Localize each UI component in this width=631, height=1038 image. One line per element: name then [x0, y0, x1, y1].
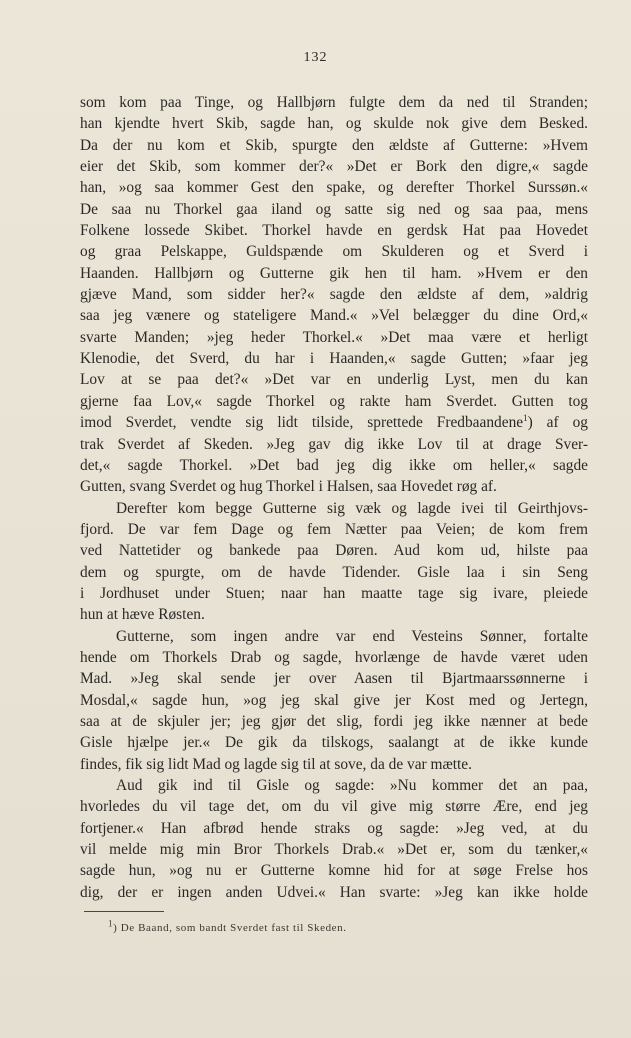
text-line: fortjener.« Han afbrød hende straks og sagde: »Jeg ved, at du [80, 819, 588, 837]
text-line: saa at de skjuler jer; jeg gjør det slig, fordi jeg ikke nænner at bede [80, 712, 588, 730]
footnote-marker: 1 [108, 918, 114, 929]
paragraph-start-line: Derefter kom begge Gutterne sig væk og lagde ivei til Geirthjovs- [116, 499, 588, 517]
text-line: svarte Manden; »jeg heder Thorkel.« »Det maa være et herligt [80, 328, 588, 346]
text-line: ved Nattetider og bankede paa Døren. Aud kom ud, hilste paa [80, 542, 588, 560]
text-line: Klenodie, det Sverd, du har i Haanden,« sagde Gutten; »faar jeg [80, 350, 588, 368]
text-line-with-note [80, 412, 588, 433]
text-line: De saa nu Thorkel gaa iland og satte sig ned og saa paa, mens [80, 200, 588, 218]
paragraph-start-line: Aud gik ind til Gisle og sagde: »Nu kommer det an paa, [116, 777, 588, 794]
text-line: fjord. De var fem Dage og fem Nætter paa Veien; de kom frem [80, 520, 588, 538]
text-line: Haanden. Hallbjørn og Gutterne gik hen til ham. »Hvem er den [80, 264, 588, 282]
text-line: hvorledes du vil tage det, om du vil give mig større Ære, end jeg [80, 798, 588, 816]
text-line: dem og spurgte, om de havde Tidender. Gisle laa i sin Seng [80, 563, 588, 581]
text-line: gjæve Mand, som sidder her?« sagde den ældste af dem, »aldrig [80, 286, 588, 304]
text-line: Lov at se paa det?« »Det var en underlig Lyst, men du kan [80, 371, 588, 389]
line-end: ) af og [527, 414, 588, 432]
text-line: han kjendte hvert Skib, sagde han, og skulde nok give dem Besked. [80, 115, 588, 133]
text-line: hende om Thorkels Drab og sagde, hvorlænge de havde været uden [80, 648, 588, 666]
text-line: Gutten, svang Sverdet og hug Thorkel i Halsen, saa Hovedet røg af. [80, 478, 497, 496]
footnote [108, 918, 347, 934]
paragraph-start-line: Gutterne, som ingen andre var end Vesteins Sønner, fortalte [116, 627, 588, 645]
text-line: trak Sverdet af Skeden. »Jeg gav dig ikke Lov til at drage Sver- [80, 435, 588, 453]
text-line: Gisle hjælpe jer.« De gik da tilskogs, saalangt at de ikke kunde [80, 734, 588, 752]
page-number: 132 [303, 50, 328, 65]
text-line: dig, der er ingen anden Udvei.« Han svarte: »Jeg kan ikke holde [80, 883, 588, 901]
text-line: det,« sagde Thorkel. »Det bad jeg dig ikke om heller,« sagde [80, 456, 588, 474]
text-line: eier det Skib, som kommer der?« »Det er Bork den digre,« sagde [80, 158, 588, 176]
text-line: Mosdal,« sagde hun, »og jeg skal give jer Kost med og Jertegn, [80, 691, 588, 709]
footnote-text: ) De Baand, som bandt Sverdet fast til Skeden. [113, 922, 347, 934]
footnote-divider [84, 911, 164, 912]
text-line: saa jeg vænere og stateligere Mand.« »Vel belægger du dine Ord,« [80, 307, 588, 325]
text-line: Da der nu kom et Skib, spurgte den ældste af Gutterne: »Hvem [80, 136, 588, 154]
footnote-reference: 1 [523, 413, 528, 424]
text-line: sagde hun, »og nu er Gutterne komne hid for at søge Frelse hos [80, 862, 588, 880]
text-line: som kom paa Tinge, og Hallbjørn fulgte dem da ned til Stranden; [80, 94, 588, 111]
body-text [80, 92, 588, 903]
text-line: Folkene lossede Skibet. Thorkel havde en gerdsk Hat paa Hovedet [80, 222, 588, 240]
text-line: findes, fik sig lidt Mad og lagde sig til at sove, da de var mætte. [80, 755, 472, 773]
line-start: imod Sverdet, vendte sig lidt tilside, sprettede Fredbaandene [80, 414, 524, 432]
text-line: han, »og saa kommer Gest den spake, og derefter Thorkel Surssøn.« [80, 179, 588, 197]
text-line: hun at hæve Røsten. [80, 606, 205, 624]
text-line: i Jordhuset under Stuen; naar han maatte tage sig ivare, pleiede [80, 584, 588, 602]
text-line: gjerne faa Lov,« sagde Thorkel og rakte ham Sverdet. Gutten tog [80, 392, 588, 410]
text-line: Mad. »Jeg skal sende jer over Aasen til Bjartmaarssønnerne i [80, 670, 588, 688]
text-line: og graa Pelskappe, Guldspænde om Skulderen og et Sverd i [80, 243, 588, 261]
text-line: vil melde mig min Bror Thorkels Drab.« »Det er, som du tænker,« [80, 841, 588, 859]
